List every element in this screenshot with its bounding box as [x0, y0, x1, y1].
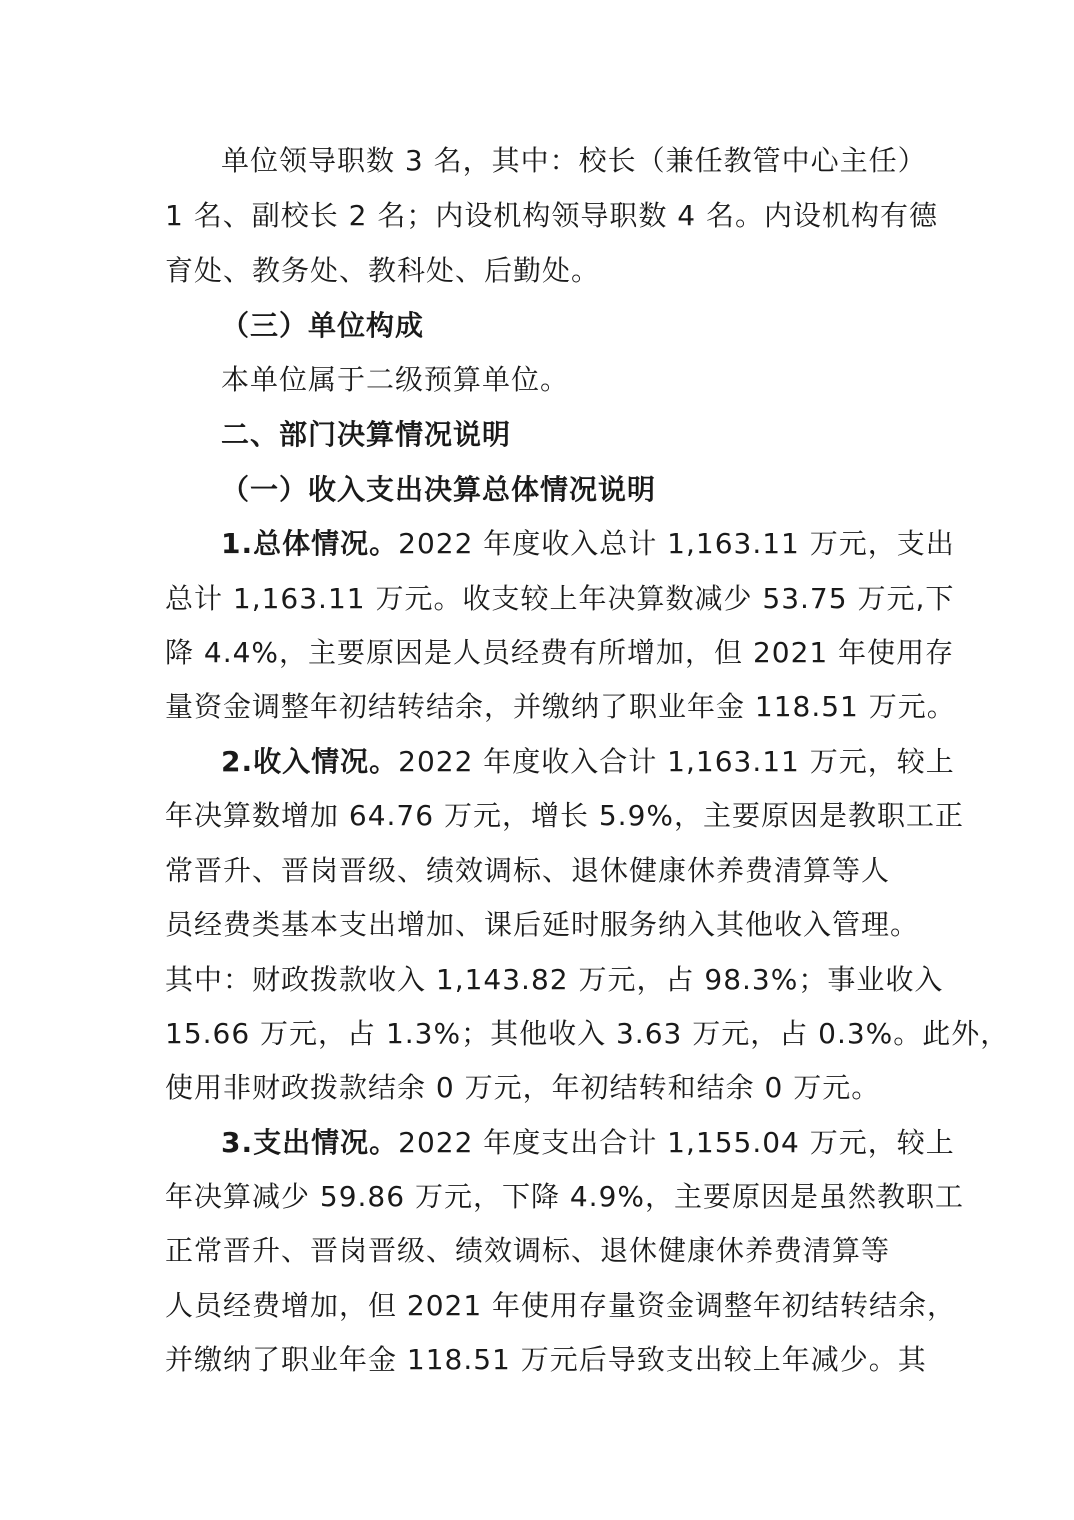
paragraph-text: 2022 年度收入合计 1,163.11 万元，较上 — [398, 745, 955, 778]
paragraph-lead: 3.支出情况。 — [221, 1126, 399, 1159]
paragraph-line: 其中：财政拨款收入 1,143.82 万元，占 98.3%；事业收入 — [165, 963, 944, 996]
paragraph-line: 降 4.4%，主要原因是人员经费有所增加，但 2021 年使用存 — [165, 636, 955, 669]
paragraph-line — [221, 742, 955, 782]
paragraph-line — [221, 524, 955, 564]
paragraph-line: 单位领导职数 3 名，其中：校长（兼任教管中心主任） — [221, 144, 927, 177]
paragraph-line: 人员经费增加，但 2021 年使用存量资金调整年初结转结余， — [165, 1289, 957, 1322]
section-heading: （一）收入支出决算总体情况说明 — [221, 473, 657, 506]
paragraph-line: 年决算减少 59.86 万元，下降 4.9%，主要原因是虽然教职工 — [165, 1180, 964, 1213]
paragraph-line: 育处、教务处、教科处、后勤处。 — [165, 254, 601, 287]
paragraph-text: 2022 年度收入总计 1,163.11 万元，支出 — [398, 527, 955, 560]
paragraph-line: 量资金调整年初结转结余，并缴纳了职业年金 118.51 万元。 — [165, 690, 956, 723]
paragraph-lead: 1.总体情况。 — [221, 527, 399, 560]
paragraph-line: 常晋升、晋岗晋级、绩效调标、退休健康休养费清算等人 — [165, 854, 891, 887]
paragraph-line: 年决算数增加 64.76 万元，增长 5.9%，主要原因是教职工正 — [165, 799, 964, 832]
paragraph-text: 2022 年度支出合计 1,155.04 万元，较上 — [398, 1126, 955, 1159]
paragraph-line: 使用非财政拨款结余 0 万元，年初结转和结余 0 万元。 — [165, 1071, 881, 1104]
section-heading: 二、部门决算情况说明 — [221, 418, 512, 451]
paragraph-line: 本单位属于二级预算单位。 — [221, 363, 570, 396]
paragraph-line: 并缴纳了职业年金 118.51 万元后导致支出较上年减少。其 — [165, 1343, 927, 1376]
section-heading: （三）单位构成 — [221, 309, 425, 342]
paragraph-line: 1 名、副校长 2 名；内设机构领导职数 4 名。内设机构有德 — [165, 199, 938, 232]
paragraph-line: 正常晋升、晋岗晋级、绩效调标、退休健康休养费清算等 — [165, 1234, 891, 1267]
paragraph-line: 员经费类基本支出增加、课后延时服务纳入其他收入管理。 — [165, 908, 920, 941]
paragraph-line: 15.66 万元，占 1.3%；其他收入 3.63 万元，占 0.3%。此外， — [165, 1017, 1010, 1050]
paragraph-line — [221, 1123, 955, 1163]
paragraph-lead: 2.收入情况。 — [221, 745, 399, 778]
paragraph-line: 总计 1,163.11 万元。收支较上年决算数减少 53.75 万元,下 — [165, 582, 955, 615]
